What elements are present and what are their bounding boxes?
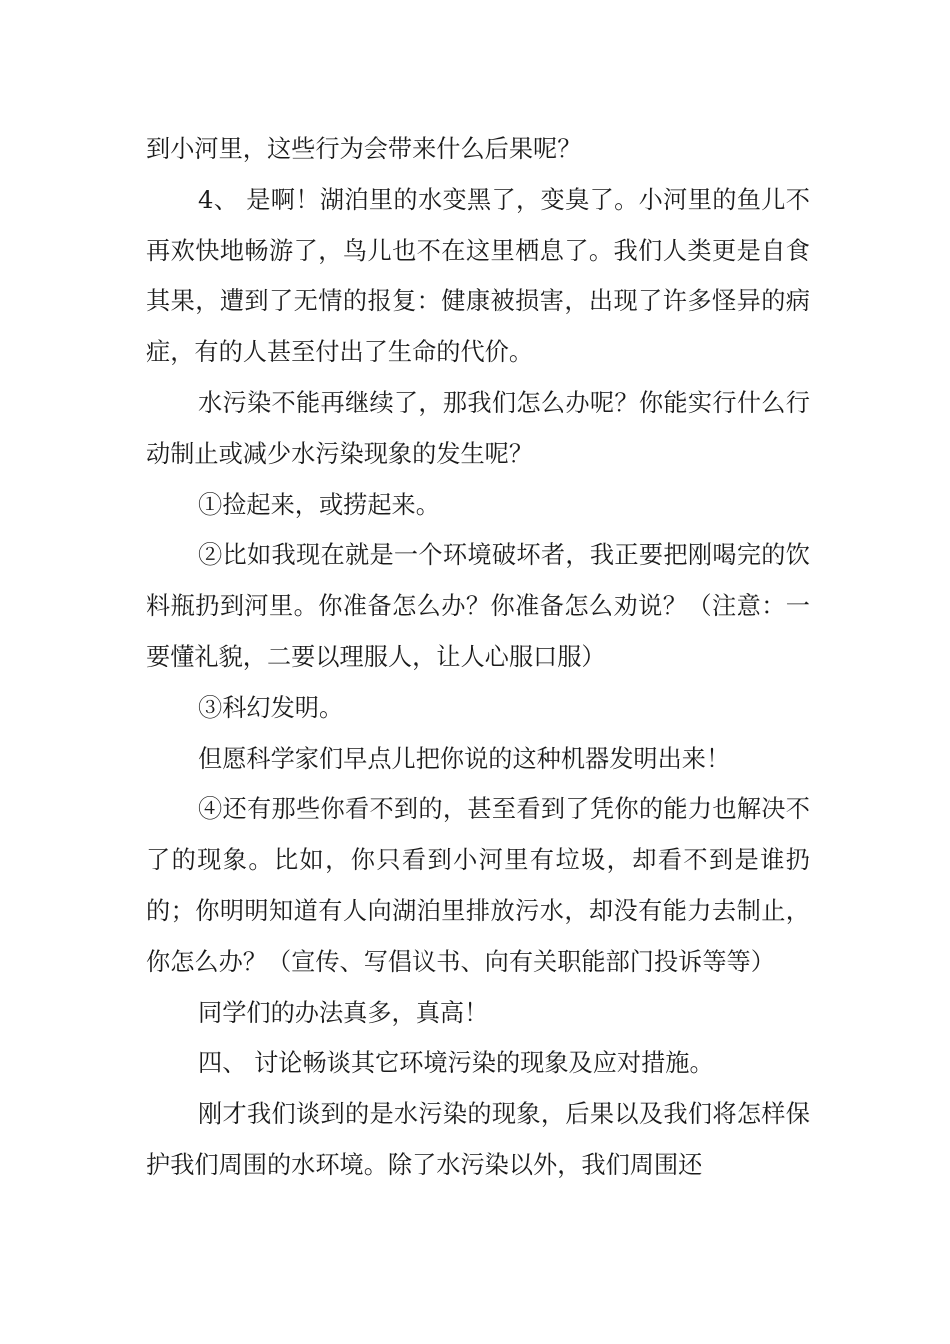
paragraph-11: 刚才我们谈到的是水污染的现象，后果以及我们将怎样保护我们周围的水环境。除了水污染以外，我们周围还 [146, 1100, 810, 1179]
body-text [146, 124, 810, 1191]
paragraph-3: 水污染不能再继续了，那我们怎么办呢？你能实行什么行动制止或减少水污染现象的发生呢？ [146, 388, 810, 468]
paragraph-1: 到小河里，这些行为会带来什么后果呢？ [146, 135, 582, 163]
paragraph-5: ②比如我现在就是一个环境破坏者，我正要把刚喝完的饮料瓶扔到河里。你准备怎么办？你准备怎么劝说？（注意：一要懂礼貌，二要以理服人，让人心服口服） [146, 541, 810, 671]
paragraph-7: 但愿科学家们早点儿把你说的这种机器发明出来！ [198, 744, 731, 773]
paragraph-10: 四、 讨论畅谈其它环境污染的现象及应对措施。 [198, 1049, 714, 1078]
paragraph-9: 同学们的办法真多，真高！ [198, 998, 489, 1027]
paragraph-6: ③科幻发明。 [198, 693, 344, 722]
paragraph-8: ④还有那些你看不到的，甚至看到了凭你的能力也解决不了的现象。比如，你只看到小河里有垃圾，却看不到是谁扔的；你明明知道有人向湖泊里排放污水，却没有能力去制止，你怎么办？（宣传、写倡议书、向有关职能部门投诉等等） [146, 795, 810, 976]
paragraph-4: ①捡起来，或捞起来。 [198, 490, 440, 519]
paragraph-2: 4、 是啊！湖泊里的水变黑了，变臭了。小河里的鱼儿不再欢快地畅游了，鸟儿也不在这里栖息了。我们人类更是自食其果，遭到了无情的报复：健康被损害，出现了许多怪异的病症，有的人甚至付出了生命的代价。 [146, 185, 810, 367]
